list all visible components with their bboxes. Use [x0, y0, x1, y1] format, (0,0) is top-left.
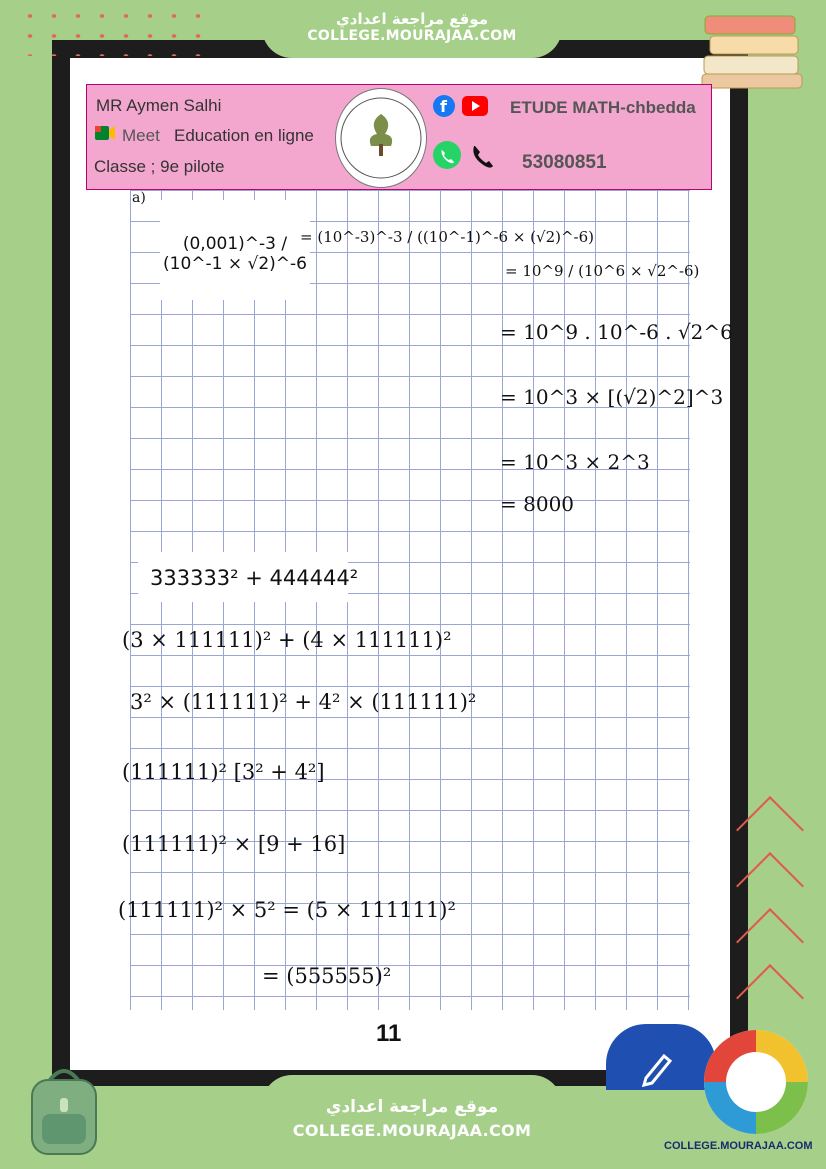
exercise-b-step-5: (111111)² × 5² = (5 × 111111)² — [118, 898, 456, 922]
site-logo — [694, 1024, 818, 1148]
youtube-icon — [462, 96, 488, 116]
decorative-dots — [18, 6, 218, 56]
svg-text:f: f — [440, 97, 447, 116]
bottom-banner — [262, 1075, 562, 1169]
top-banner — [262, 0, 562, 58]
exercise-a-step-3: = 10^9 . 10^-6 . √2^6 — [500, 320, 733, 344]
exercise-b-printed: 333333² + 444444² — [150, 566, 359, 590]
exercise-a-step-4: = 10^3 × [(√2)^2]^3 — [500, 385, 724, 409]
google-meet-icon — [94, 122, 116, 144]
exercise-b-step-2: 3² × (111111)² + 4² × (111111)² — [130, 690, 477, 714]
site-logo-text: COLLEGE.MOURAJAA.COM — [664, 1140, 813, 1152]
exercise-b-step-6: = (555555)² — [262, 964, 392, 988]
course-name: Education en ligne — [174, 126, 314, 145]
exercise-a-printed: (0,001)^-3 / (10^-1 × √2)^-6 — [163, 234, 307, 274]
exercise-a-step-5: = 10^3 × 2^3 — [500, 450, 650, 474]
teacher-name: MR Aymen Salhi — [96, 96, 222, 115]
exercise-a-label: a) — [132, 190, 146, 206]
exercise-a-step-1: = (10^-3)^-3 / ((10^-1)^-6 × (√2)^-6) — [300, 228, 595, 246]
exercise-a-step-2: = 10^9 / (10^6 × √2^-6) — [505, 262, 700, 280]
exercise-b-step-3: (111111)² [3² + 4²] — [122, 760, 325, 784]
exercise-b-step-4: (111111)² × [9 + 16] — [122, 832, 346, 856]
exercise-b-step-1: (3 × 111111)² + (4 × 111111)² — [122, 628, 452, 652]
school-logo — [335, 88, 427, 188]
books-icon — [700, 12, 810, 92]
page-number: 11 — [376, 1020, 402, 1047]
meet-label: Meet — [122, 126, 160, 145]
site-arabic-name-bottom: موقع مراجعة اعدادي — [325, 1097, 499, 1117]
whatsapp-icon — [432, 140, 462, 170]
channel-name: ETUDE MATH-chbedda — [510, 98, 696, 117]
phone-number: 53080851 — [522, 152, 607, 173]
phone-icon — [468, 140, 498, 170]
backpack-icon — [14, 1058, 114, 1158]
site-domain-bottom: COLLEGE.MOURAJAA.COM — [292, 1121, 532, 1140]
site-arabic-name: موقع مراجعة اعدادي — [336, 10, 488, 28]
site-domain: COLLEGE.MOURAJAA.COM — [307, 28, 517, 44]
facebook-icon — [432, 94, 456, 118]
exercise-a-step-6: = 8000 — [500, 492, 575, 516]
class-label: Classe ; 9e pilote — [94, 157, 225, 176]
